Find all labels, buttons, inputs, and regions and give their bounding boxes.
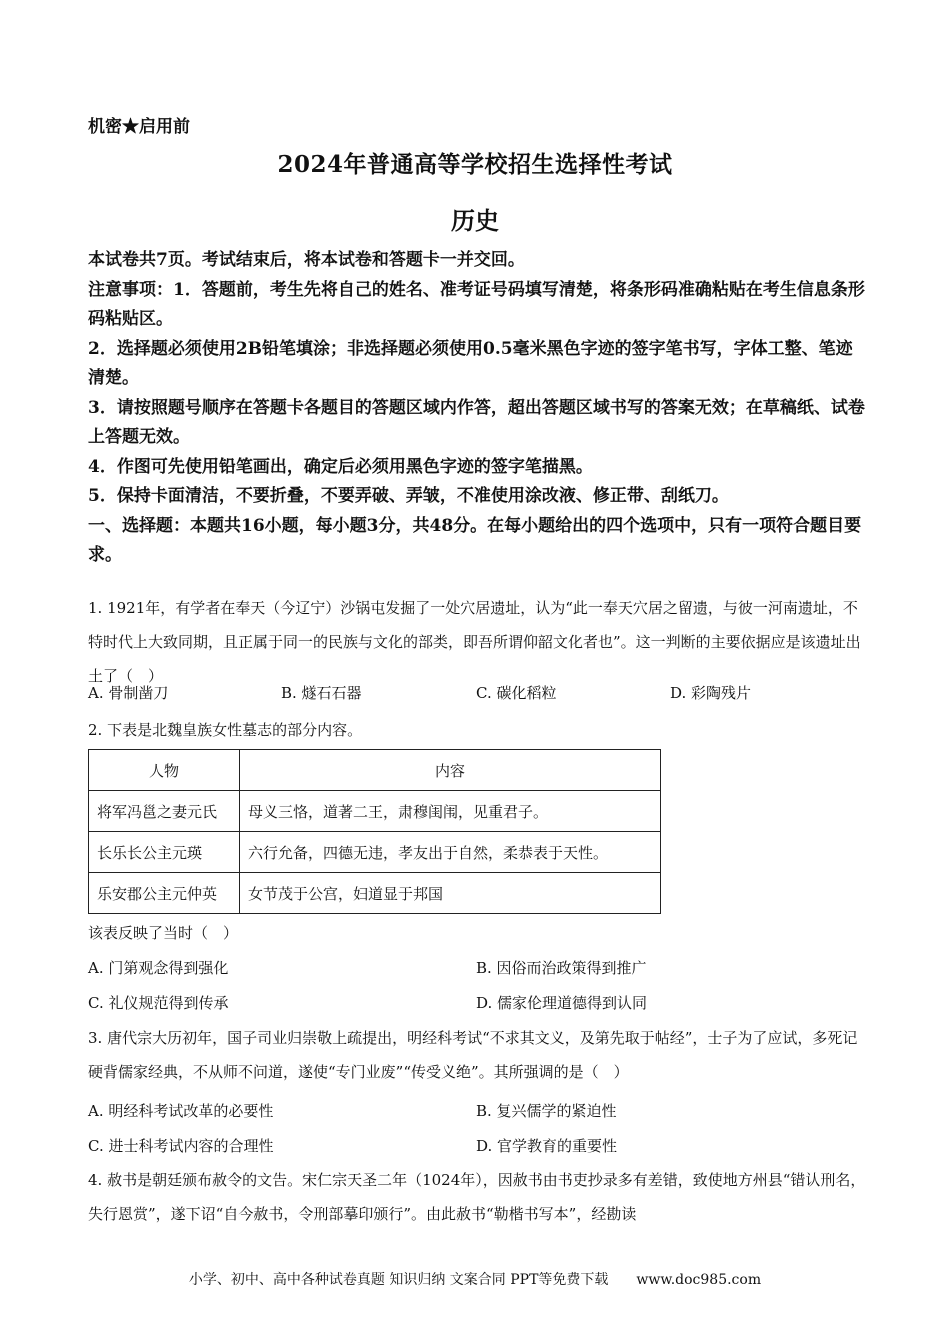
table-cell-content: 女节茂于公宫，妇道显于邦国 xyxy=(240,873,661,914)
table-cell-person: 乐安郡公主元仲英 xyxy=(89,873,240,914)
confidential-label: 机密★启用前 xyxy=(88,117,190,137)
question-4-stem: 4. 赦书是朝廷颁布赦令的文告。宋仁宗天圣二年（1024年），因赦书由书吏抄录多有差错，致使地方州县“错认刑名，失行恩赏”，遂下诏“自今赦书，令刑部摹印颁行”。由此赦书“勒楷书写本”，经勘读 xyxy=(88,1171,866,1223)
page-footer: 小学、初中、高中各种试卷真题 知识归纳 文案合同 PPT等免费下载 www.doc985.com xyxy=(188,1272,762,1288)
table-header-row xyxy=(89,750,661,791)
instructions xyxy=(88,246,866,571)
option-d: D. 官学教育的重要性 xyxy=(476,1137,618,1155)
table-cell-content: 六行允备，四德无违，孝友出于自然，柔恭表于天性。 xyxy=(240,832,661,873)
table-row xyxy=(89,873,661,914)
table-header-person: 人物 xyxy=(89,750,240,791)
option-a: A. 门第观念得到强化 xyxy=(88,959,229,977)
question-1-options xyxy=(88,682,866,712)
table-row xyxy=(89,791,661,832)
option-d: D. 彩陶残片 xyxy=(670,684,752,702)
question-3-stem: 3. 唐代宗大历初年，国子司业归崇敬上疏提出，明经科考试“不求其文义，及第先取于帖经”，士子为了应试，多死记硬背儒家经典，不从师不问道，遂使“专门业废”“传受义绝”。其所强调的是（ ） xyxy=(88,1029,858,1081)
option-b: B. 因俗而治政策得到推广 xyxy=(476,959,647,977)
instructions-note-1: 注意事项：1．答题前，考生先将自己的姓名、准考证号码填写清楚，将条形码准确粘贴在考生信息条形码粘贴区。 xyxy=(88,279,865,329)
question-1 xyxy=(88,591,866,693)
option-a: A. 骨制凿刀 xyxy=(88,684,169,702)
option-c: C. 碳化稻粒 xyxy=(476,684,557,702)
question-2-after xyxy=(88,916,866,950)
question-2 xyxy=(88,713,866,747)
instructions-note-5: 5．保持卡面清洁，不要折叠，不要弄破、弄皱，不准使用涂改液、修正带、刮纸刀。 xyxy=(88,486,729,506)
question-3-options-row-2 xyxy=(88,1135,866,1165)
table-header-content: 内容 xyxy=(240,750,661,791)
question-3 xyxy=(88,1021,866,1089)
subject-title: 历史 xyxy=(451,206,499,235)
instructions-note-2: 2．选择题必须使用2B铅笔填涂；非选择题必须使用0.5毫米黑色字迹的签字笔书写，字体工整、笔迹清楚。 xyxy=(88,338,853,388)
question-2-options-row-1 xyxy=(88,957,866,987)
question-3-options-row-1 xyxy=(88,1100,866,1130)
instructions-intro: 本试卷共7页。考试结束后，将本试卷和答题卡一并交回。 xyxy=(88,250,525,270)
option-b: B. 复兴儒学的紧迫性 xyxy=(476,1102,617,1120)
table-cell-person: 长乐长公主元瑛 xyxy=(89,832,240,873)
question-2-stem: 2. 下表是北魏皇族女性墓志的部分内容。 xyxy=(88,721,363,739)
question-4 xyxy=(88,1163,866,1231)
table-row xyxy=(89,832,661,873)
question-2-options-row-2 xyxy=(88,992,866,1022)
option-b: B. 燧石石器 xyxy=(281,684,362,702)
table-cell-content: 母义三恪，道著二王，肃穆闺闱，见重君子。 xyxy=(240,791,661,832)
question-2-prompt: 该表反映了当时（ ） xyxy=(88,924,239,942)
tomb-inscription-table xyxy=(88,749,661,914)
instructions-note-4: 4．作图可先使用铅笔画出，确定后必须用黑色字迹的签字笔描黑。 xyxy=(88,456,593,477)
question-1-stem: 1. 1921年，有学者在奉天（今辽宁）沙锅屯发掘了一处穴居遗址，认为“此一奉天穴居之留遗，与彼一河南遗址，不特时代上大致同期，且正属于同一的民族与文化的部类，即吾所谓仰韶文化者也”。这一判断的主要依据应是该遗址出土了（ ） xyxy=(88,599,861,685)
option-d: D. 儒家伦理道德得到认同 xyxy=(476,994,648,1012)
section-heading: 一、选择题：本题共16小题，每小题3分，共48分。在每小题给出的四个选项中，只有一项符合题目要求。 xyxy=(88,515,862,565)
option-c: C. 礼仪规范得到传承 xyxy=(88,994,229,1012)
table-cell-person: 将军冯邕之妻元氏 xyxy=(89,791,240,832)
option-c: C. 进士科考试内容的合理性 xyxy=(88,1137,274,1155)
exam-title: 2024年普通高等学校招生选择性考试 xyxy=(277,151,673,178)
option-a: A. 明经科考试改革的必要性 xyxy=(88,1102,274,1120)
instructions-note-3: 3．请按照题号顺序在答题卡各题目的答题区域内作答，超出答题区域书写的答案无效；在草稿纸、试卷上答题无效。 xyxy=(88,397,865,447)
